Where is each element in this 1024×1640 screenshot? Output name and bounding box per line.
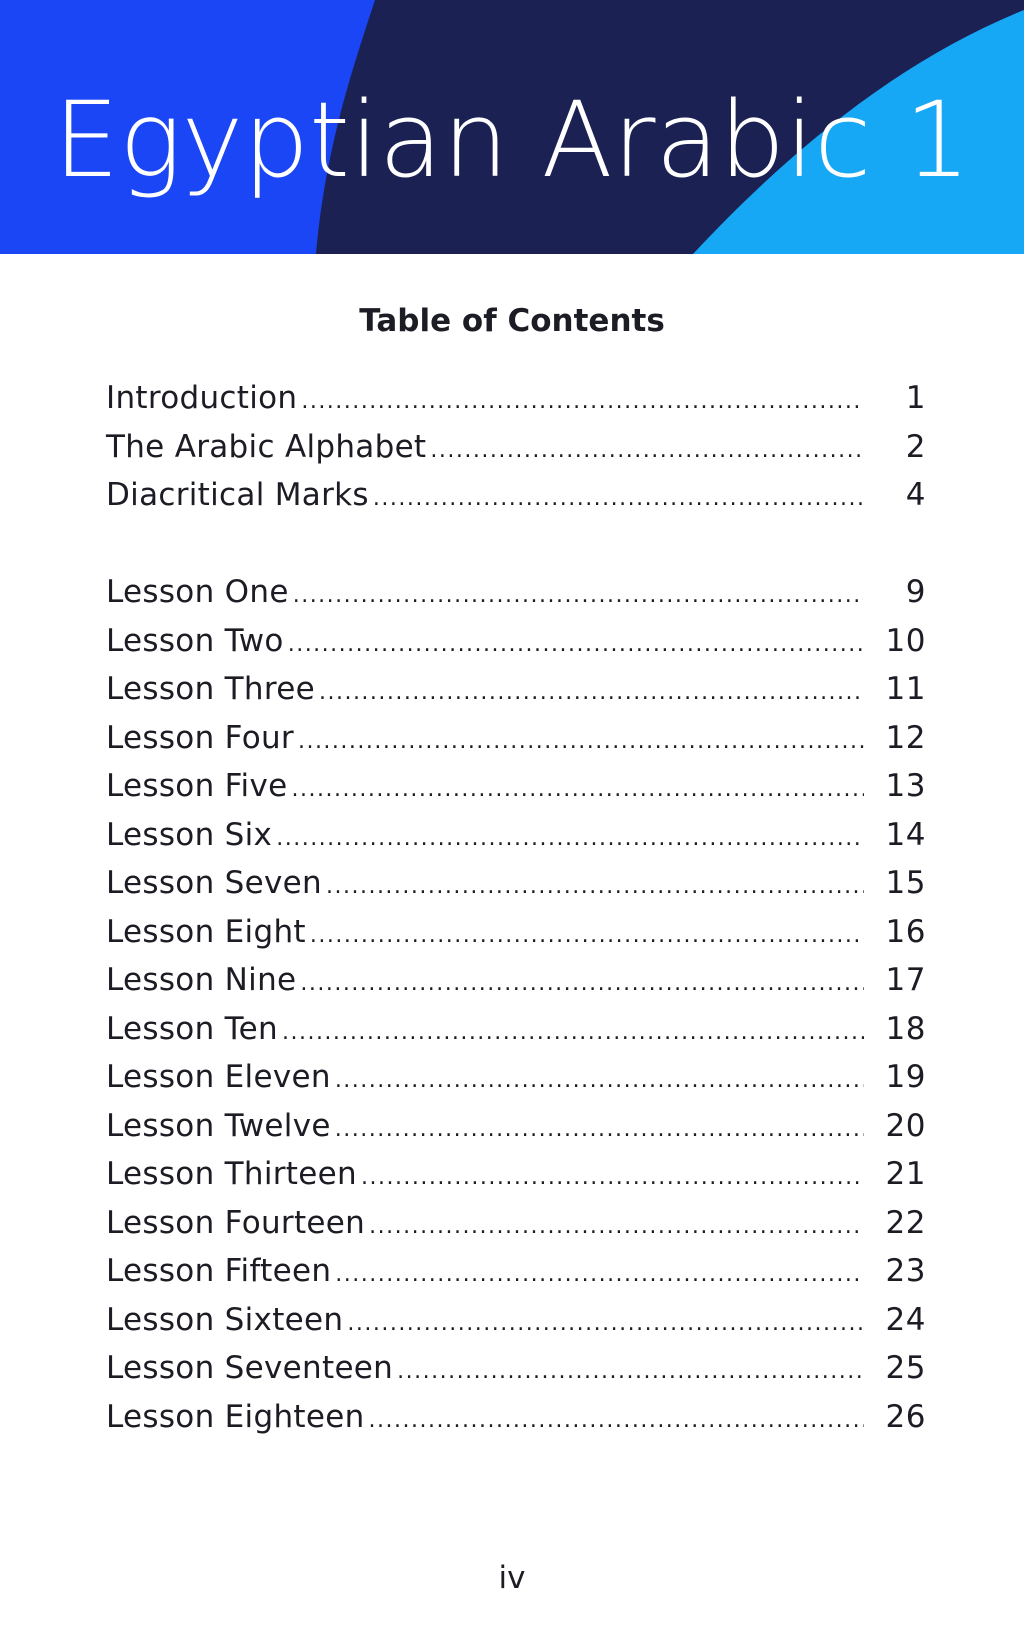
toc-entry-page: 2 [905,428,926,465]
toc-entry-label: Lesson Sixteen [106,1301,344,1338]
toc-entry-lesson-four[interactable] [106,714,926,763]
toc-entry-lesson-thirteen[interactable] [106,1150,926,1199]
toc-entry-lesson-twelve[interactable] [106,1102,926,1151]
toc-entry-label: Lesson Three [106,671,315,707]
toc-entry-label: Lesson Eleven [106,1059,331,1095]
toc-entry-lesson-fifteen[interactable] [106,1247,926,1296]
toc-entry-lesson-fourteen[interactable] [106,1199,926,1248]
toc-heading: Table of Contents [359,303,665,339]
toc-entry-label: Lesson Eighteen [106,1398,365,1435]
toc-entry-page: 20 [885,1107,926,1144]
toc-entry-page: 26 [885,1398,926,1435]
toc-entry-page: 22 [885,1204,926,1241]
toc-entry-page: 23 [885,1253,926,1289]
toc-entry-label: Lesson Five [106,768,288,804]
toc-entry-page: 16 [885,913,926,950]
toc-dot-leader [293,572,864,621]
toc-entry-page: 1 [905,380,926,416]
toc-entry-lesson-one[interactable] [106,568,926,617]
toc-entry-lesson-sixteen[interactable] [106,1296,926,1345]
toc-entry-label: Lesson One [106,574,289,610]
toc-entry-label: Lesson Four [106,719,294,756]
toc-entry-label: Lesson Six [106,816,273,853]
toc-entry-lesson-nine[interactable] [106,956,926,1005]
toc-entry-page: 15 [885,865,926,901]
toc-entry-lesson-eleven[interactable] [106,1053,926,1102]
toc-entry-page: 12 [885,719,926,756]
toc-entry-lesson-ten[interactable] [106,1005,926,1054]
toc-dot-leader [373,475,864,524]
toc-entry-label: Diacritical Marks [106,477,369,513]
toc-entry-label: Lesson Thirteen [106,1156,357,1192]
toc-dot-leader [326,863,864,912]
toc-dot-leader [335,1251,864,1300]
toc-dot-leader [397,1348,864,1397]
toc-entry-page: 17 [885,962,926,998]
toc-entry-introduction[interactable] [106,374,926,423]
toc-entry-page: 9 [905,574,926,610]
toc-entry-label: Lesson Eight [106,913,306,950]
toc-entry-page: 14 [885,816,926,853]
toc-entry-label: Lesson Fifteen [106,1253,332,1289]
toc-entry-label: The Arabic Alphabet [106,428,427,465]
toc-entry-label: Lesson Ten [106,1010,278,1047]
toc-entry-page: 25 [885,1350,926,1386]
toc-dot-leader [282,1009,864,1058]
toc-dot-leader [300,960,864,1009]
toc-entry-lesson-seventeen[interactable] [106,1344,926,1393]
toc-entry-diacritical-marks[interactable] [106,471,926,520]
toc-entry-label: Lesson Seventeen [106,1350,394,1386]
toc-dot-leader [288,621,864,670]
toc-entry-page: 4 [905,477,926,513]
toc-entry-lesson-seven[interactable] [106,859,926,908]
toc-entry-page: 13 [885,768,926,804]
toc-entry-lesson-five[interactable] [106,762,926,811]
toc-entry-label: Lesson Fourteen [106,1204,366,1241]
toc-dot-leader [301,378,864,427]
toc-entry-lesson-six[interactable] [106,811,926,860]
toc-entry-page: 11 [885,671,926,707]
toc-dot-leader [319,669,864,718]
toc-dot-leader [335,1057,864,1106]
toc-entry-page: 19 [885,1059,926,1095]
toc-dot-leader [369,1397,864,1446]
toc-entry-label: Lesson Two [106,622,284,659]
toc-entry-label: Lesson Twelve [106,1107,331,1144]
toc-entry-page: 21 [885,1156,926,1192]
toc-front-matter [106,374,926,520]
toc-entry-lesson-two[interactable] [106,617,926,666]
toc-entry-label: Introduction [106,380,298,416]
toc-entry-label: Lesson Seven [106,865,322,901]
toc-dot-leader [369,1203,864,1252]
toc-dot-leader [276,815,864,864]
toc-lessons [106,568,926,1441]
toc-dot-leader [335,1106,864,1155]
toc-dot-leader [430,427,864,476]
toc-dot-leader [291,766,864,815]
toc-entry-page: 10 [885,622,926,659]
toc-entry-page: 18 [885,1010,926,1047]
toc-entry-lesson-eighteen[interactable] [106,1393,926,1442]
toc-dot-leader [347,1300,864,1349]
toc-entry-page: 24 [885,1301,926,1338]
toc-entry-the-arabic-alphabet[interactable] [106,423,926,472]
toc-entry-lesson-three[interactable] [106,665,926,714]
toc-dot-leader [310,912,864,961]
page-number: iv [498,1560,526,1596]
toc-dot-leader [361,1154,864,1203]
book-title: Egyptian Arabic 1 [53,79,971,201]
title-banner [0,0,1024,254]
toc-dot-leader [298,718,864,767]
toc-entry-lesson-eight[interactable] [106,908,926,957]
toc-entry-label: Lesson Nine [106,962,297,998]
